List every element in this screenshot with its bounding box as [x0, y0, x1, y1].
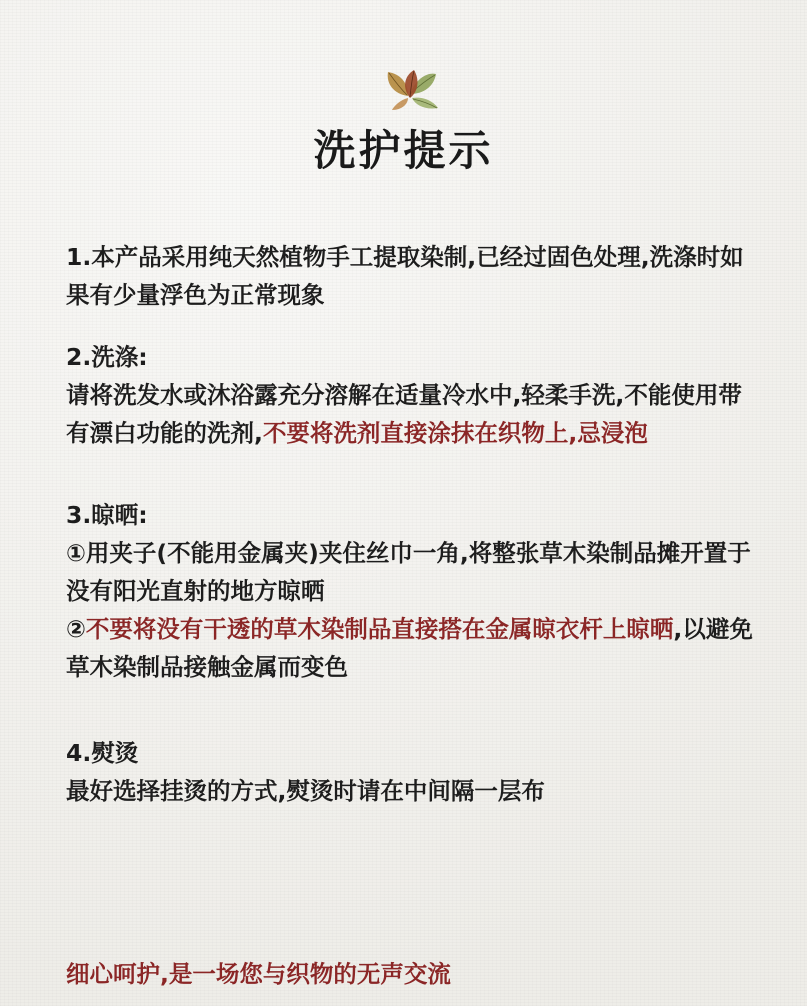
section-2-text-plain: 请将洗发水或沐浴露充分溶解在适量冷水中,轻柔手洗,不能使用带有漂白功能的洗剂,: [66, 381, 742, 447]
footer-slogan: 细心呵护,是一场您与织物的无声交流: [66, 960, 451, 988]
care-instructions: [66, 238, 756, 810]
section-2-heading: 2.洗涤:: [66, 343, 148, 371]
section-2-warning: 不要将洗剂直接涂抹在织物上,忌浸泡: [262, 419, 648, 447]
section-3-item-1: ①用夹子(不能用金属夹)夹住丝巾一角,将整张草木染制品摊开置于没有阳光直射的地方晾晒: [66, 539, 751, 605]
section-1-text: 1.本产品采用纯天然植物手工提取染制,已经过固色处理,洗涤时如果有少量浮色为正常现象: [66, 243, 744, 309]
section-4-text: 最好选择挂烫的方式,熨烫时请在中间隔一层布: [66, 777, 545, 805]
section-3-warning: 不要将没有干透的草木染制品直接搭在金属晾衣杆上晾晒: [85, 615, 674, 643]
section-3-item-2-marker: ②: [66, 615, 86, 643]
leaf-icon: [380, 64, 440, 112]
section-4-heading: 4.熨烫: [66, 739, 139, 767]
page-title: 洗护提示: [313, 126, 494, 175]
section-3-heading: 3.晾晒:: [66, 501, 148, 529]
section-3-item-2: [66, 610, 756, 686]
section-2-text: [66, 376, 756, 452]
section-3-item-2-rest: ,以避免草木染制品接触金属而变色: [66, 615, 753, 681]
